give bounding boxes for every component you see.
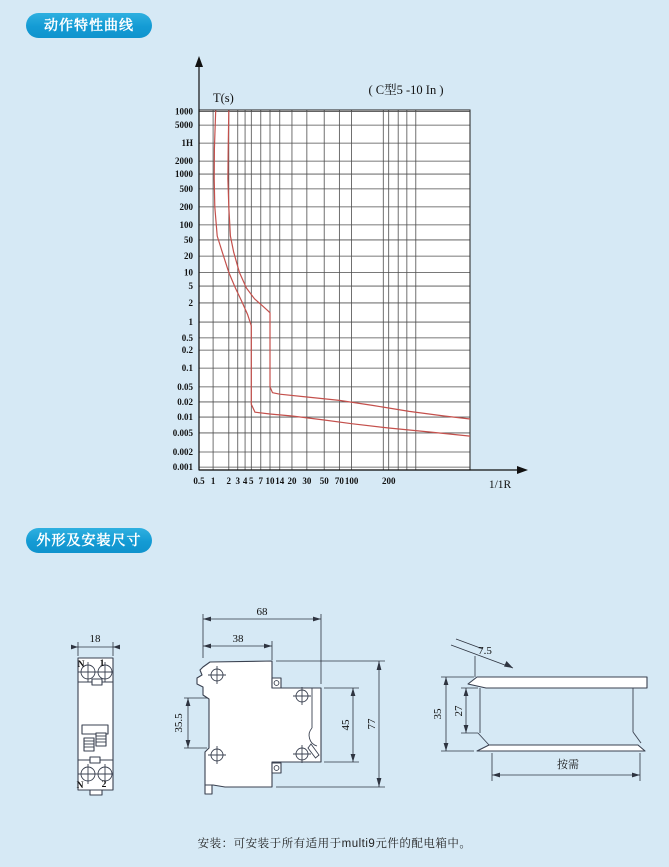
y-tick-label: 0.005 — [172, 427, 193, 438]
y-tick-label: 500 — [179, 183, 193, 194]
y-tick-label: 5000 — [175, 120, 193, 131]
y-tick-label: 0.02 — [177, 396, 193, 407]
y-tick-label: 0.5 — [181, 332, 193, 343]
rail-height-label: 35 — [432, 708, 444, 720]
x-tick-label: 30 — [302, 476, 312, 486]
x-tick-label: 10 — [265, 476, 275, 486]
chart-title: ( C型5 -10 In ) — [368, 83, 444, 97]
x-tick-label: 2 — [226, 476, 232, 486]
x-tick-label: 70 — [334, 476, 344, 486]
breaker-side-view-drawing — [173, 606, 385, 794]
y-tick-label: 1 — [188, 317, 193, 328]
x-tick-label: 3 — [235, 476, 241, 486]
din-rail-drawing — [432, 639, 647, 781]
y-axis-title: T(s) — [213, 91, 234, 105]
x-tick-label: 200 — [381, 476, 396, 486]
x-tick-label: 100 — [344, 476, 359, 486]
y-tick-label: 20 — [184, 251, 193, 262]
y-tick-label: 5 — [188, 281, 193, 292]
y-tick-label: 200 — [179, 201, 193, 212]
terminal-label-n-top: N — [77, 660, 85, 670]
y-tick-label: 10 — [184, 267, 193, 278]
x-axis-title: 1/1R — [488, 479, 512, 491]
side-pocket-height-label: 45 — [340, 719, 352, 731]
y-tick-label: 0.1 — [181, 363, 193, 374]
side-partial-width-label: 38 — [232, 633, 244, 645]
y-tick-label: 0.2 — [181, 345, 193, 356]
y-tick-label: 0.05 — [177, 381, 193, 392]
rail-inner-height-label: 27 — [453, 705, 465, 717]
x-tick-label: 0.5 — [193, 476, 205, 486]
rail-depth-label: 7.5 — [478, 645, 492, 657]
x-tick-label: 50 — [319, 476, 329, 486]
x-tick-label: 5 — [249, 476, 254, 486]
side-left-height-label: 35.5 — [173, 713, 185, 733]
terminal-label-2: 2 — [101, 780, 107, 790]
breaker-front-view-drawing — [71, 633, 120, 795]
installation-note: 安装：可安装于所有适用于multi9元件的配电箱中。 — [197, 838, 472, 850]
y-tick-label: 0.01 — [177, 412, 193, 423]
x-tick-label: 20 — [287, 476, 297, 486]
rail-length-label: 按需 — [557, 759, 579, 771]
y-tick-label: 1H — [181, 138, 193, 149]
x-tick-label: 7 — [258, 476, 264, 486]
y-tick-label: 2000 — [175, 156, 193, 167]
terminal-label-1: 1 — [99, 659, 105, 669]
x-tick-label: 14 — [275, 476, 285, 486]
y-tick-label: 50 — [184, 234, 193, 245]
front-width-label: 18 — [89, 633, 101, 645]
section-badge-trip-curve: 动作特性曲线 — [26, 13, 152, 38]
y-tick-label: 1000 — [175, 169, 193, 180]
y-tick-label: 1000 — [175, 106, 193, 117]
section-badge-dimensions: 外形及安装尺寸 — [26, 528, 152, 553]
side-overall-height-label: 77 — [366, 718, 378, 730]
y-tick-label: 0.001 — [172, 462, 193, 473]
terminal-label-n-bottom: N — [76, 781, 84, 791]
x-tick-label: 1 — [210, 476, 216, 486]
x-tick-label: 4 — [242, 476, 248, 486]
y-tick-label: 0.002 — [172, 447, 193, 457]
side-width-label: 68 — [256, 606, 268, 618]
y-tick-label: 100 — [179, 219, 193, 230]
y-tick-label: 2 — [188, 297, 193, 308]
